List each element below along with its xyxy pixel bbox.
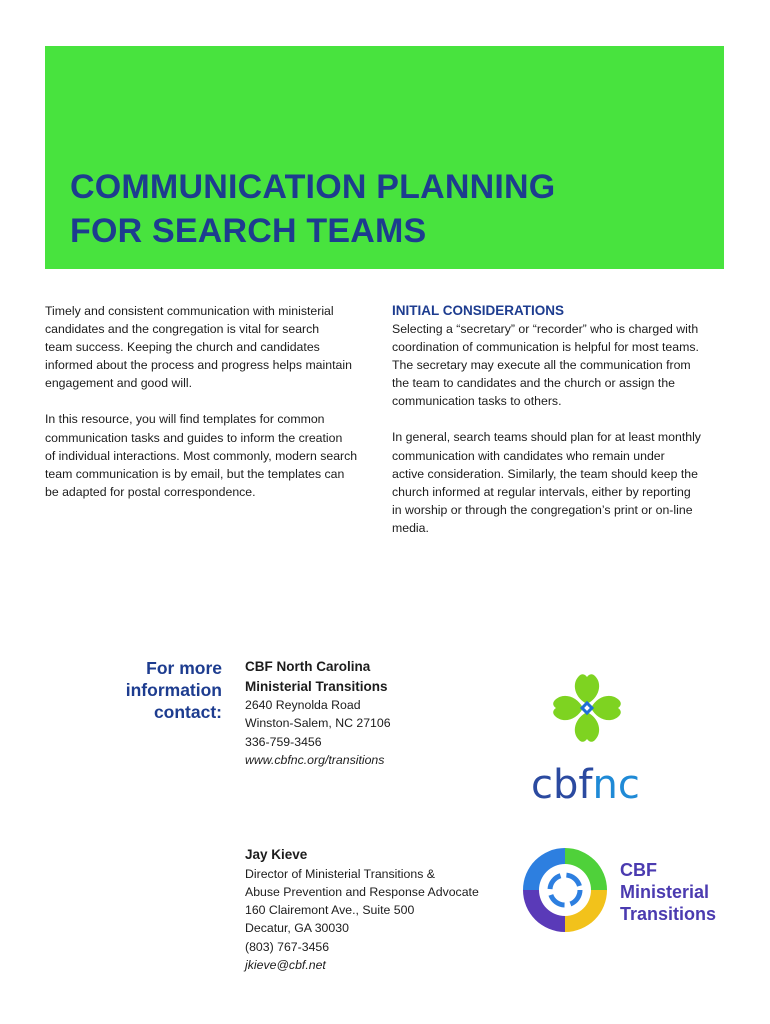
text-line: team communication is by email, but the templates can (45, 466, 345, 481)
cbf-circle-emblem-icon (520, 845, 615, 935)
text-line: The secretary may execute all the communication from (392, 358, 691, 373)
text-line: engagement and good will. (45, 376, 192, 391)
considerations-paragraph-1 (392, 320, 732, 410)
text-line: informed about the process and progress helps maintain (45, 358, 352, 373)
text-line: media. (392, 520, 429, 535)
contact-phone: (803) 767-3456 (245, 939, 330, 954)
contact-jay-kieve (245, 845, 479, 974)
contact-address-line: 2640 Reynolda Road (245, 698, 361, 712)
title-line-1: COMMUNICATION PLANNING (70, 168, 556, 206)
contact-city-line: Decatur, GA 30030 (245, 921, 349, 936)
contact-email-link[interactable]: jkieve@cbf.net (245, 957, 326, 972)
contact-title-line: Director of Ministerial Transitions & (245, 866, 435, 881)
contact-cbfnc (245, 657, 391, 769)
text-line: communication with candidates who remain under (392, 448, 665, 463)
for-more-info-label (100, 657, 222, 723)
contact-person-name: Jay Kieve (245, 847, 308, 862)
considerations-paragraph-2 (392, 428, 732, 537)
svg-text:cbfnc: cbfnc (531, 762, 640, 808)
text-line: coordination of communication is helpful for most teams. (392, 340, 699, 355)
cbfnc-clover-icon (527, 658, 647, 808)
text-line: in worship or through the congregation’s print or on-line (392, 502, 693, 517)
considerations-column (392, 302, 732, 555)
text-line: Selecting a “secretary” or “recorder” who is charged with (392, 322, 699, 336)
title-line-2: FOR SEARCH TEAMS (70, 212, 427, 250)
text-line: communication tasks to others. (392, 394, 562, 409)
text-line: be adapted for postal correspondence. (45, 484, 256, 499)
cbfnc-logo (527, 658, 647, 808)
title-banner (45, 46, 724, 269)
text-line: church informed at regular intervals, either by reporting (392, 484, 691, 499)
intro-column (45, 302, 385, 519)
page-title (70, 165, 555, 253)
text-line: candidates and the congregation is vital for search (45, 322, 320, 337)
intro-paragraph-1 (45, 302, 385, 392)
intro-paragraph-2 (45, 410, 385, 500)
contact-org-name: CBF North Carolina (245, 659, 371, 674)
text-line: the team to candidates and the church or assign the (392, 376, 676, 391)
text-line: communication tasks and guides to inform the creation (45, 430, 343, 445)
for-more-line-1: For more (146, 658, 222, 678)
contact-address-line: 160 Clairemont Ave., Suite 500 (245, 903, 415, 918)
text-line: In general, search teams should plan for at least monthly (392, 430, 701, 445)
contact-city-line: Winston-Salem, NC 27106 (245, 716, 391, 731)
text-line: In this resource, you will find templates for common (45, 412, 325, 427)
contact-org-dept: Ministerial Transitions (245, 678, 388, 694)
for-more-line-2: information (125, 680, 222, 700)
contact-title-line: Abuse Prevention and Response Advocate (245, 884, 479, 899)
text-line: team success. Keeping the church and candidates (45, 340, 320, 355)
contact-website-link[interactable]: www.cbfnc.org/transitions (245, 752, 385, 767)
text-line: of individual interactions. Most commonly, modern search (45, 448, 358, 463)
mt-logo-line-1: CBF (620, 860, 657, 880)
for-more-line-3: contact: (153, 702, 222, 722)
mt-logo-line-2: Ministerial (620, 882, 710, 902)
mt-logo-line-3: Transitions (620, 904, 717, 924)
contact-phone: 336-759-3456 (245, 734, 322, 749)
section-heading: INITIAL CONSIDERATIONS (392, 303, 565, 318)
mt-logo-wordmark (620, 859, 716, 925)
text-line: Timely and consistent communication with ministerial (45, 304, 334, 318)
text-line: active consideration. Similarly, the team should keep the (392, 466, 698, 481)
